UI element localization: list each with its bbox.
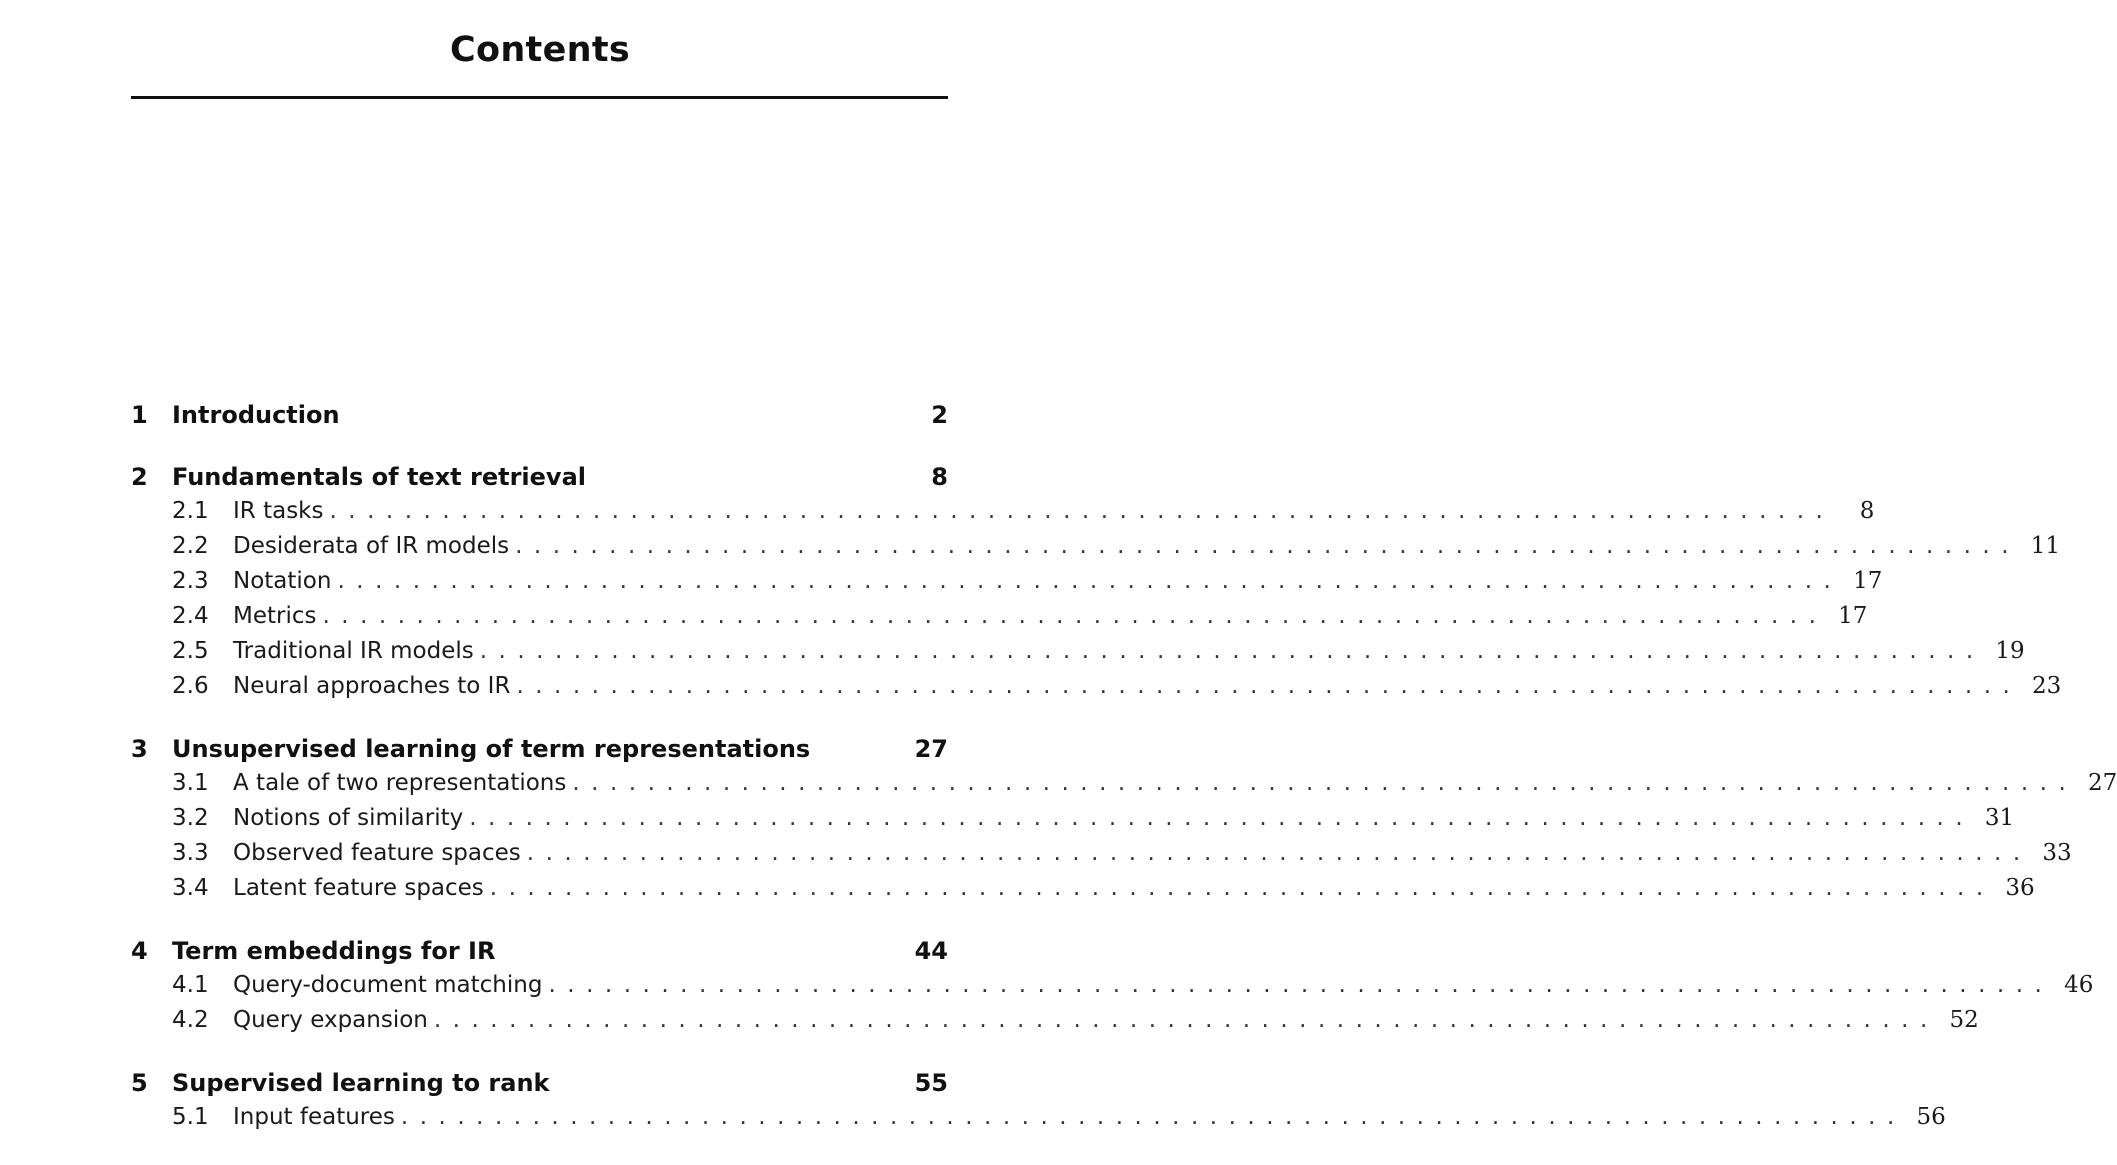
toc-section-3-1[interactable]	[131, 770, 2117, 804]
dot-leader: ................................................................................	[516, 673, 2022, 699]
dot-leader: ................................................................................	[469, 805, 1975, 831]
toc-section-2-6[interactable]	[131, 673, 2062, 707]
section-number: 2.5	[172, 638, 209, 664]
chapter-page: 55	[914, 1069, 948, 1097]
toc-section-3-2[interactable]	[131, 805, 2015, 839]
toc-chapter-5[interactable]	[131, 1069, 948, 1103]
section-title: Metrics	[233, 603, 317, 629]
section-title: Desiderata of IR models	[233, 533, 510, 559]
section-page: 46	[2064, 972, 2094, 998]
section-title: Traditional IR models	[233, 638, 474, 664]
section-page: 11	[2030, 533, 2061, 559]
section-page: 23	[2032, 673, 2062, 699]
dot-leader: ................................................................................	[515, 533, 2021, 559]
section-number: 5.1	[172, 1104, 209, 1130]
chapter-number: 5	[131, 1069, 148, 1097]
dot-leader: ................................................................................	[479, 638, 1985, 664]
section-page: 36	[2005, 875, 2035, 901]
toc-section-4-1[interactable]	[131, 972, 2094, 1006]
dot-leader: ................................................................................	[489, 875, 1995, 901]
section-title: Notation	[233, 568, 332, 594]
chapter-title: Introduction	[172, 401, 340, 429]
dot-leader: ................................................................................	[400, 1104, 1906, 1130]
section-number: 2.1	[172, 498, 209, 524]
chapter-page: 44	[914, 937, 948, 965]
toc-section-4-2[interactable]	[131, 1007, 1979, 1041]
section-page: 17	[1853, 568, 1883, 594]
toc-chapter-1[interactable]	[131, 401, 948, 435]
chapter-page: 2	[931, 401, 948, 429]
toc-section-3-3[interactable]	[131, 840, 2072, 874]
chapter-title: Unsupervised learning of term representations	[172, 735, 811, 763]
section-page: 52	[1949, 1007, 1979, 1033]
section-number: 3.4	[172, 875, 209, 901]
section-page: 8	[1859, 498, 1875, 524]
toc-section-2-5[interactable]	[131, 638, 2025, 672]
section-title: Neural approaches to IR	[233, 673, 511, 699]
toc-section-2-1[interactable]	[131, 498, 1875, 532]
section-title: Latent feature spaces	[233, 875, 484, 901]
toc-chapter-4[interactable]	[131, 937, 948, 971]
section-page: 17	[1838, 603, 1868, 629]
toc-section-3-4[interactable]	[131, 875, 2035, 909]
dot-leader: ................................................................................	[337, 568, 1843, 594]
section-title: Input features	[233, 1104, 395, 1130]
chapter-title: Term embeddings for IR	[172, 937, 496, 965]
title-rule	[131, 96, 948, 99]
chapter-number: 1	[131, 401, 148, 429]
dot-leader: ................................................................................	[433, 1007, 1939, 1033]
section-title: Query-document matching	[233, 972, 543, 998]
dot-leader: ................................................................................	[329, 498, 1835, 524]
section-title: A tale of two representations	[233, 770, 567, 796]
dot-leader: ................................................................................	[572, 770, 2078, 796]
section-number: 4.1	[172, 972, 209, 998]
section-page: 56	[1916, 1104, 1946, 1130]
chapter-number: 2	[131, 463, 148, 491]
section-page: 19	[1995, 638, 2025, 664]
section-number: 2.3	[172, 568, 209, 594]
section-title: IR tasks	[233, 498, 324, 524]
chapter-page: 8	[931, 463, 948, 491]
toc-section-2-3[interactable]	[131, 568, 1883, 602]
section-number: 3.1	[172, 770, 209, 796]
section-page: 27	[2087, 770, 2117, 796]
toc-chapter-3[interactable]	[131, 735, 948, 769]
chapter-number: 4	[131, 937, 148, 965]
dot-leader: ................................................................................	[548, 972, 2054, 998]
section-number: 4.2	[172, 1007, 209, 1033]
section-page: 31	[1984, 805, 2015, 831]
toc-section-2-2[interactable]	[131, 533, 2061, 567]
toc-section-2-4[interactable]	[131, 603, 1868, 637]
chapter-title: Fundamentals of text retrieval	[172, 463, 586, 491]
chapter-title: Supervised learning to rank	[172, 1069, 550, 1097]
section-title: Notions of similarity	[233, 805, 464, 831]
page-title: Contents	[450, 30, 630, 70]
dot-leader: ................................................................................	[526, 840, 2032, 866]
section-number: 2.2	[172, 533, 209, 559]
dot-leader: ................................................................................	[322, 603, 1828, 629]
section-number: 2.4	[172, 603, 209, 629]
section-number: 3.2	[172, 805, 209, 831]
chapter-number: 3	[131, 735, 148, 763]
section-page: 33	[2042, 840, 2072, 866]
section-title: Query expansion	[233, 1007, 428, 1033]
toc-chapter-2[interactable]	[131, 463, 948, 497]
section-number: 2.6	[172, 673, 209, 699]
chapter-page: 27	[914, 735, 948, 763]
section-title: Observed feature spaces	[233, 840, 521, 866]
toc-section-5-1[interactable]	[131, 1104, 1946, 1138]
section-number: 3.3	[172, 840, 209, 866]
